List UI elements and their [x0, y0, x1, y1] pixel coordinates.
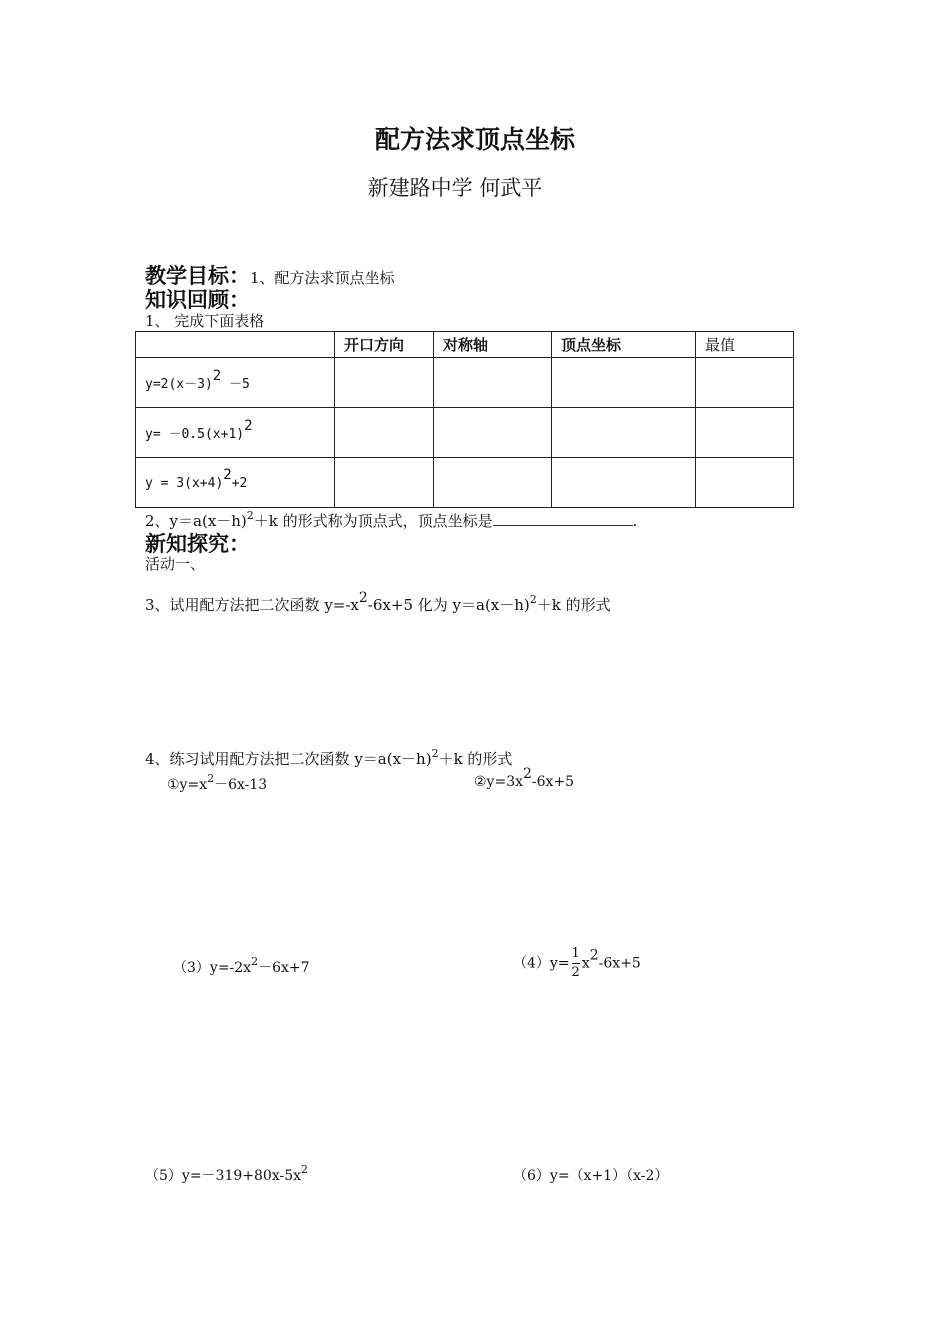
answer-cell[interactable] — [434, 408, 552, 458]
fraction-one-half: $\frac{1}{2}$ — [571, 946, 580, 980]
answer-cell[interactable] — [335, 458, 434, 508]
function-cell: $y=2(x-3)^2 -5$ — [136, 358, 335, 408]
table-header-row — [136, 332, 794, 358]
answer-cell[interactable] — [434, 458, 552, 508]
problem-2: $②y=3x^2-6x+5$ — [474, 766, 575, 790]
problem-6: （6）y=（x+1）（x-2） — [513, 1168, 669, 1184]
table-row — [136, 358, 794, 408]
question-1: 1、 完成下面表格 — [145, 312, 265, 330]
review-label: 知识回顾： — [145, 287, 250, 312]
answer-cell[interactable] — [335, 408, 434, 458]
question-4: 4、练习试用配方法把二次函数 $y=a(x-h)^2+k$ 的形式 — [145, 747, 513, 768]
problem-1: $①y=x^2-6x-13$ — [167, 772, 268, 793]
header-cell: 顶点坐标 — [552, 332, 696, 358]
question-2: 2、$y=a(x-h)^2+k$ 的形式称为顶点式，顶点坐标是 . — [145, 509, 638, 530]
activity-label: 活动一、 — [145, 555, 206, 573]
page-title: 配方法求顶点坐标 — [374, 125, 575, 154]
objectives-label: 教学目标： — [145, 263, 250, 288]
question-3: 3、试用配方法把二次函数 $y=-x^2-6x+5$ 化为 $y=a(x-h)^2+k$ 的形式 — [145, 590, 611, 614]
problem-3: $(3)y=-2x^2-6x+7$ — [173, 955, 310, 976]
header-cell — [136, 332, 335, 358]
answer-cell[interactable] — [335, 358, 434, 408]
function-cell: $y = 3(x+4)^2+2$ — [136, 458, 335, 508]
answer-cell[interactable] — [696, 358, 794, 408]
answer-cell[interactable] — [696, 408, 794, 458]
header-cell: 开口方向 — [335, 332, 434, 358]
answer-cell[interactable] — [552, 358, 696, 408]
answer-cell[interactable] — [552, 408, 696, 458]
problem-5: $(5)y=-319+80x-5x^2$ — [145, 1163, 308, 1184]
header-cell: 对称轴 — [434, 332, 552, 358]
table-row — [136, 408, 794, 458]
problem-4: （4）y= $\frac{1}{2}$ $x^2-6x+5$ — [513, 946, 641, 980]
objectives-item: 1、配方法求顶点坐标 — [250, 269, 395, 287]
answer-cell[interactable] — [696, 458, 794, 508]
vertex-table — [135, 331, 794, 508]
answer-cell[interactable] — [552, 458, 696, 508]
table-row — [136, 458, 794, 508]
header-cell: 最值 — [696, 332, 794, 358]
answer-blank[interactable] — [493, 513, 633, 526]
function-cell: $y= -0.5(x+1)^2$ — [136, 408, 335, 458]
author-line: 新建路中学 何武平 — [367, 176, 543, 200]
answer-cell[interactable] — [434, 358, 552, 408]
explore-label: 新知探究： — [145, 531, 250, 556]
